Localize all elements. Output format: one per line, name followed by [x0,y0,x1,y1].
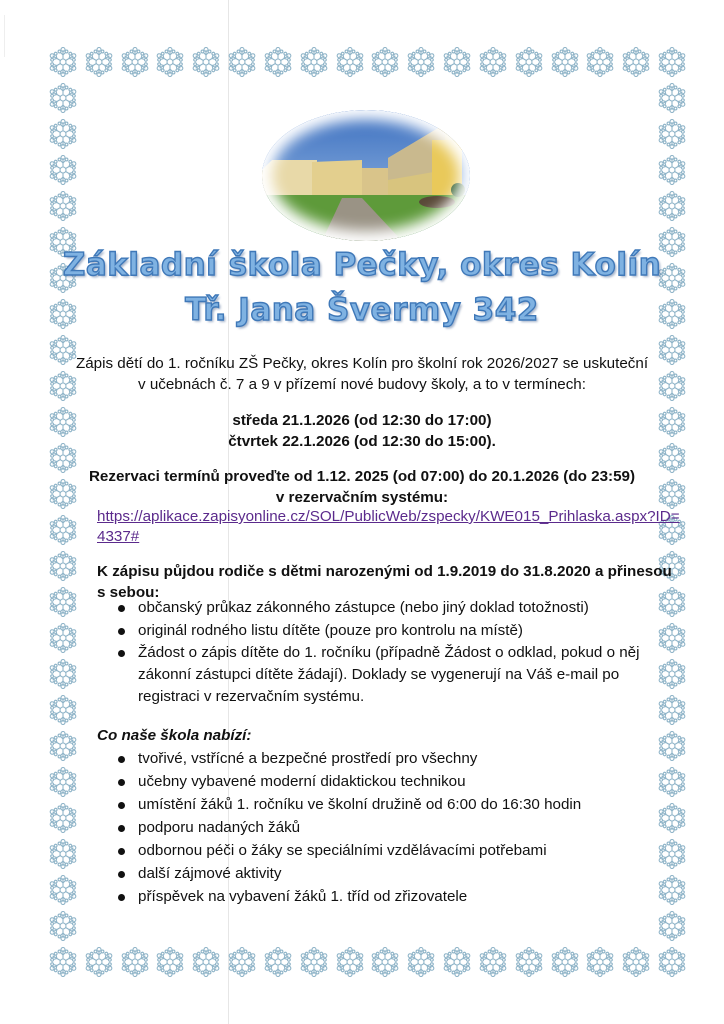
bring-heading: K zápisu půjdou rodiče s dětmi narozenými od 1.9.2019 do 31.8.2020 a přinesou [97,563,672,580]
intro-line-1: Zápis dětí do 1. ročníku ZŠ Pečky, okres Kolín pro školní rok 2026/2027 se uskuteční [75,355,649,372]
offer-item: učebny vybavené moderní didaktickou technikou [138,773,466,790]
snowflake-icon [48,515,78,545]
snowflake-icon [48,767,78,797]
snowflake-icon [621,947,651,977]
reservation-link[interactable]: https://aplikace.zapisyonline.cz/SOL/PublicWeb/zspecky/KWE015_Prihlaska.aspx?ID= [97,508,680,525]
offer-item: odbornou péči o žáky se speciálními vzdělávacími potřebami [138,842,547,859]
snowflake-icon [48,695,78,725]
snowflake-icon [263,947,293,977]
snowflake-icon [657,191,687,221]
snowflake-icon [657,623,687,653]
school-name-title: Základní škola Pečky, okres Kolín [62,247,662,283]
snowflake-icon [514,47,544,77]
bullet-icon [118,871,125,878]
snowflake-icon [657,155,687,185]
school-address-title: Tř. Jana Švermy 342 [185,292,539,328]
bullet-icon [118,628,125,635]
bring-item-birth-certificate: originál rodného listu dítěte (pouze pro kontrolu na místě) [138,622,523,639]
snowflake-icon [657,119,687,149]
snowflake-icon [84,47,114,77]
offers-heading: Co naše škola nabízí: [97,727,252,744]
snowflake-icon [406,47,436,77]
snowflake-icon [657,83,687,113]
snowflake-icon [370,47,400,77]
snowflake-icon [657,587,687,617]
snowflake-icon [227,947,257,977]
snowflake-icon [155,47,185,77]
date-thursday: čtvrtek 22.1.2026 (od 12:30 do 15:00). [228,433,496,450]
snowflake-icon [370,947,400,977]
bullet-icon [118,779,125,786]
snowflake-icon [48,47,78,77]
bring-item-application: Žádost o zápis dítěte do 1. ročníku (případně Žádost o odklad, pokud o něj [138,644,640,661]
snowflake-icon [621,47,651,77]
reservation-line-2: v rezervačním systému: [275,489,449,506]
bullet-icon [118,825,125,832]
snowflake-icon [155,947,185,977]
bring-item-id-card: občanský průkaz zákonného zástupce (nebo jiný doklad totožnosti) [138,599,589,616]
snowflake-icon [48,191,78,221]
offer-item: tvořivé, vstřícné a bezpečné prostředí pro všechny [138,750,478,767]
reservation-line-1: Rezervaci termínů proveďte od 1.12. 2025 (od 07:00) do 20.1.2026 (do 23:59) [88,468,636,485]
snowflake-icon [48,875,78,905]
snowflake-icon [48,623,78,653]
snowflake-icon [657,911,687,941]
bullet-icon [118,650,125,657]
snowflake-icon [48,839,78,869]
snowflake-icon [48,551,78,581]
offer-item: příspěvek na vybavení žáků 1. tříd od zřizovatele [138,888,468,905]
bring-item-application-line2: zákonní zástupci dítěte žádají). Doklady se vygenerují na Váš e-mail po [138,666,620,683]
snowflake-icon [550,47,580,77]
snowflake-icon [48,803,78,833]
snowflake-icon [478,47,508,77]
snowflake-icon [550,947,580,977]
bullet-icon [118,848,125,855]
snowflake-icon [657,47,687,77]
snowflake-icon [657,875,687,905]
snowflake-icon [514,947,544,977]
reservation-link-continued[interactable]: 4337# [97,528,140,545]
snowflake-icon [48,659,78,689]
bring-heading-continued: s sebou: [97,584,160,601]
bullet-icon [118,802,125,809]
bullet-icon [118,605,125,612]
snowflake-icon [120,47,150,77]
school-photo [262,110,470,241]
snowflake-icon [657,695,687,725]
snowflake-icon [478,947,508,977]
snowflake-icon [657,659,687,689]
snowflake-icon [299,47,329,77]
snowflake-icon [442,947,472,977]
snowflake-icon [585,47,615,77]
snowflake-icon [585,947,615,977]
offer-item: umístění žáků 1. ročníku ve školní družině od 6:00 do 16:30 hodin [138,796,582,813]
bullet-icon [118,756,125,763]
snowflake-icon [48,83,78,113]
intro-line-2: v učebnách č. 7 a 9 v přízemí nové budovy školy, a to v termínech: [138,376,586,393]
snowflake-icon [406,947,436,977]
offer-item: podporu nadaných žáků [138,819,301,836]
snowflake-icon [335,947,365,977]
snowflake-icon [657,839,687,869]
snowflake-icon [657,947,687,977]
snowflake-icon [657,731,687,761]
bullet-icon [118,894,125,901]
snowflake-icon [84,947,114,977]
snowflake-icon [48,587,78,617]
snowflake-icon [442,47,472,77]
snowflake-icon [120,947,150,977]
snowflake-icon [48,731,78,761]
snowflake-icon [227,47,257,77]
snowflake-icon [299,947,329,977]
snowflake-icon [657,803,687,833]
date-wednesday: středa 21.1.2026 (od 12:30 do 17:00) [232,412,492,429]
snowflake-icon [191,47,221,77]
snowflake-icon [48,119,78,149]
snowflake-icon [335,47,365,77]
snowflake-icon [48,911,78,941]
snowflake-icon [657,767,687,797]
snowflake-icon [48,155,78,185]
snowflake-icon [48,947,78,977]
snowflake-icon [263,47,293,77]
offer-item: další zájmové aktivity [138,865,282,882]
snowflake-icon [191,947,221,977]
bring-item-application-line3: registraci v rezervačním systému. [138,688,365,705]
